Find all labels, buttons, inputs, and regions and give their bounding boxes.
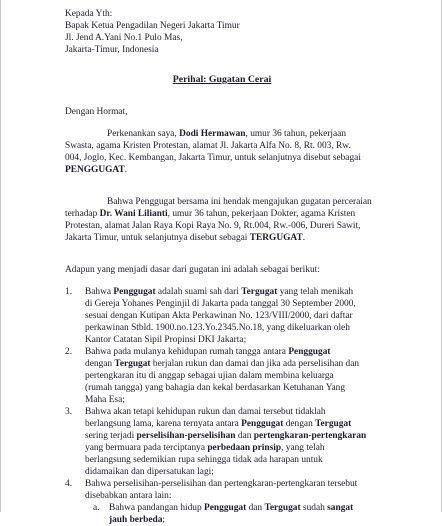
plaintiff-role: PENGGUGAT	[65, 165, 125, 175]
item-4-line-2: disebabkan antara lain:	[85, 491, 172, 501]
item-4-number: 4.	[65, 479, 73, 489]
item-3-line-5: berlangsung sedemikian rupa sehingga tidak ada harapan untuk	[85, 455, 323, 465]
plaintiff-name: Dodi Hermawan	[179, 129, 246, 139]
item-2-line-4: (rumah tangga) yang bahagia dan kekal berdasarkan Ketuhanan Yang	[85, 383, 346, 393]
address-to: Kepada Yth:	[65, 9, 113, 19]
item-4a-line-2: jauh berbeda;	[109, 515, 166, 525]
basis-line: Adapun yang menjadi dasar dari gugatan ini adalah sebagai berikut:	[65, 265, 320, 275]
defendant-name: Dr. Wani Lilianti	[99, 209, 168, 219]
defendant-line-1: Bahwa Penggugat bersama ini hendak mengajukan gugatan perceraian	[107, 197, 372, 207]
defendant-line-3: Protestan, alamat Jalan Raya Kopi Raya No. 9, Rt.004, Rw.-006, Dureri Sawit,	[65, 221, 361, 231]
item-4a-line-1: Bahwa pandangan hidup Penggugat dan Tergugat sudah sangat	[109, 503, 354, 513]
defendant-line-4: Jakarta Timur, untuk selanjutnya disebut sebagai TERGUGAT.	[65, 233, 306, 243]
item-2-line-3: pertengkaran itu di anggap sebagai ujian dalam membina keluarga	[85, 371, 334, 381]
intro-line-1: Perkenankan saya, Dodi Hermawan, umur 36 tahun, pekerjaan	[107, 129, 347, 139]
item-1-line-5: Kantor Catatan Sipil Propinsi DKI Jakarta;	[85, 335, 247, 345]
defendant-role: TERGUGAT	[249, 233, 303, 243]
item-1-number: 1.	[65, 287, 73, 297]
defendant-line-2: terhadap Dr. Wani Lilianti, umur 36 tahun, pekerjaan Dokter, agama Kristen	[65, 209, 356, 219]
item-4-line-1: Bahwa perselisihan-perselisihan dan pertengkaran-pertengkaran tersebut	[85, 479, 358, 489]
item-4a-letter: a.	[93, 503, 100, 513]
item-1-line-2: di Gereja Yohanes Penginjil di Jakarta pada tanggal 30 September 2000,	[85, 299, 356, 309]
item-1-line-1: Bahwa Penggugat adalah suami sah dari Tergugat yang telah menikah	[85, 287, 354, 297]
item-3-line-3: sering terjadi perselisihan-perselisihan dan pertengkaran-pertengkaran	[85, 431, 367, 441]
item-3-line-6: didamaikan dan dipersatukan lagi;	[85, 467, 214, 477]
item-2-number: 2.	[65, 347, 73, 357]
item-2-line-2: dengan Tergugat berjalan rukun dan damai dan jika ada perselisihan dan	[85, 359, 360, 369]
address-city: Jakarta-Timur, Indonesia	[65, 45, 159, 55]
item-3-line-4: yang bermuara pada terciptanya perbedaan prinsip, yang telah	[85, 443, 325, 453]
item-1-line-3: sesuai dengan Kutipan Akta Perkawinan No. 123/VIII/2000, dari daftar	[85, 311, 353, 321]
item-1-line-4: perkawinan Stbld. 1900.no.123.Yo.2345.No.18, yang dikeluarkan oleh	[85, 323, 350, 333]
item-3-line-2: berlangsung lama, karena ternyata antara Penggugat dengan Tergugat	[85, 419, 352, 429]
intro-line-4: PENGGUGAT.	[65, 165, 128, 175]
item-3-number: 3.	[65, 407, 73, 417]
item-3-line-1: Bahwa akan tetapi kehidupan rukun dan damai tersebut tidaklah	[85, 407, 326, 417]
subject-title: Perihal: Gugatan Cerai	[172, 74, 272, 85]
address-street: Jl. Jend A.Yani No.1 Pulo Mas,	[65, 33, 183, 43]
item-2-line-5: Maha Esa;	[85, 395, 125, 405]
item-2-line-1: Bahwa pada mulanya kehidupan rumah tangga antara Penggugat	[85, 347, 331, 357]
intro-line-3: 004, Joglo, Kec. Kembangan, Jakarta Timur, untuk selanjutnya disebut sebagai	[65, 153, 361, 163]
address-recipient: Bapak Ketua Pengadilan Negeri Jakarta Timur	[65, 21, 240, 31]
greeting: Dengan Hormat,	[65, 107, 128, 117]
intro-line-2: Swasta, agama Kristen Protestan, alamat Jl. Jakarta Alfa No. 8, Rt. 003, Rw.	[65, 141, 351, 151]
